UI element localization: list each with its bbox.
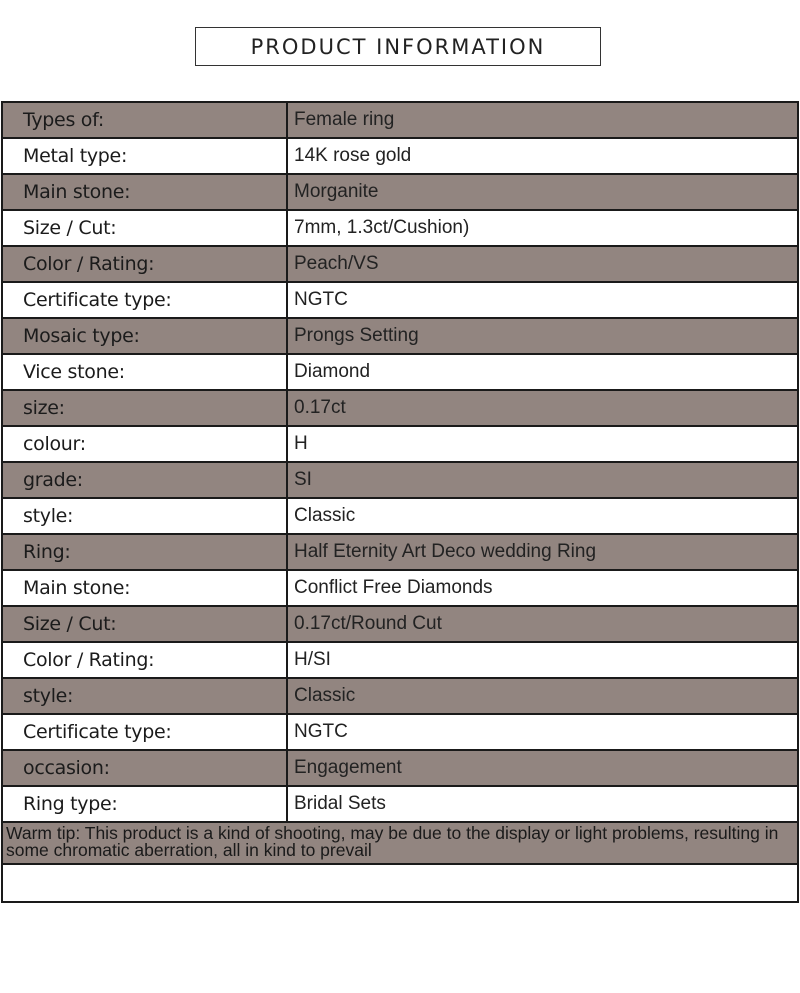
spec-label: Metal type:	[2, 138, 287, 174]
spec-label: Size / Cut:	[2, 606, 287, 642]
spec-label: colour:	[2, 426, 287, 462]
spec-value: NGTC	[287, 714, 798, 750]
spec-table-footer	[2, 822, 798, 902]
spec-value: 7mm, 1.3ct/Cushion)	[287, 210, 798, 246]
spec-value: Prongs Setting	[287, 318, 798, 354]
spec-value: H	[287, 426, 798, 462]
spec-label: Certificate type:	[2, 282, 287, 318]
spec-label: Vice stone:	[2, 354, 287, 390]
spec-label: Types of:	[2, 102, 287, 138]
spec-label: occasion:	[2, 750, 287, 786]
spec-label: Main stone:	[2, 174, 287, 210]
spec-value: Peach/VS	[287, 246, 798, 282]
spec-label: Color / Rating:	[2, 642, 287, 678]
spec-label: Ring:	[2, 534, 287, 570]
spec-label: Mosaic type:	[2, 318, 287, 354]
table-row	[2, 210, 798, 246]
spec-value: Diamond	[287, 354, 798, 390]
table-row	[2, 354, 798, 390]
spec-value: Engagement	[287, 750, 798, 786]
spec-value: 14K rose gold	[287, 138, 798, 174]
spec-label: Ring type:	[2, 786, 287, 822]
spec-value: H/SI	[287, 642, 798, 678]
spec-value: Classic	[287, 498, 798, 534]
spec-label: style:	[2, 498, 287, 534]
table-row	[2, 678, 798, 714]
spec-label: style:	[2, 678, 287, 714]
page-title: PRODUCT INFORMATION	[195, 27, 601, 66]
spec-label: Size / Cut:	[2, 210, 287, 246]
spec-value: SI	[287, 462, 798, 498]
blank-cell	[2, 864, 798, 902]
table-row	[2, 102, 798, 138]
product-spec-table	[1, 101, 799, 903]
table-row	[2, 246, 798, 282]
spec-value: Bridal Sets	[287, 786, 798, 822]
table-row	[2, 570, 798, 606]
table-row	[2, 750, 798, 786]
table-row	[2, 534, 798, 570]
spec-value: 0.17ct	[287, 390, 798, 426]
spec-value: Female ring	[287, 102, 798, 138]
spec-value: Classic	[287, 678, 798, 714]
table-row	[2, 174, 798, 210]
blank-row	[2, 864, 798, 902]
spec-label: Main stone:	[2, 570, 287, 606]
spec-label: Certificate type:	[2, 714, 287, 750]
table-row	[2, 498, 798, 534]
spec-label: grade:	[2, 462, 287, 498]
table-row	[2, 462, 798, 498]
table-row	[2, 390, 798, 426]
table-row	[2, 642, 798, 678]
spec-label: Color / Rating:	[2, 246, 287, 282]
warm-tip-text: Warm tip: This product is a kind of shooting, may be due to the display or light problems, resulting in some chromatic aberration, all in kind to prevail	[2, 822, 798, 864]
table-row	[2, 138, 798, 174]
table-row	[2, 606, 798, 642]
spec-value: Half Eternity Art Deco wedding Ring	[287, 534, 798, 570]
spec-label: size:	[2, 390, 287, 426]
spec-value: Morganite	[287, 174, 798, 210]
table-row	[2, 786, 798, 822]
table-row	[2, 426, 798, 462]
table-row	[2, 318, 798, 354]
spec-value: NGTC	[287, 282, 798, 318]
spec-value: Conflict Free Diamonds	[287, 570, 798, 606]
spec-table-body	[2, 102, 798, 822]
spec-value: 0.17ct/Round Cut	[287, 606, 798, 642]
table-row	[2, 282, 798, 318]
table-row	[2, 714, 798, 750]
warm-tip-row	[2, 822, 798, 864]
